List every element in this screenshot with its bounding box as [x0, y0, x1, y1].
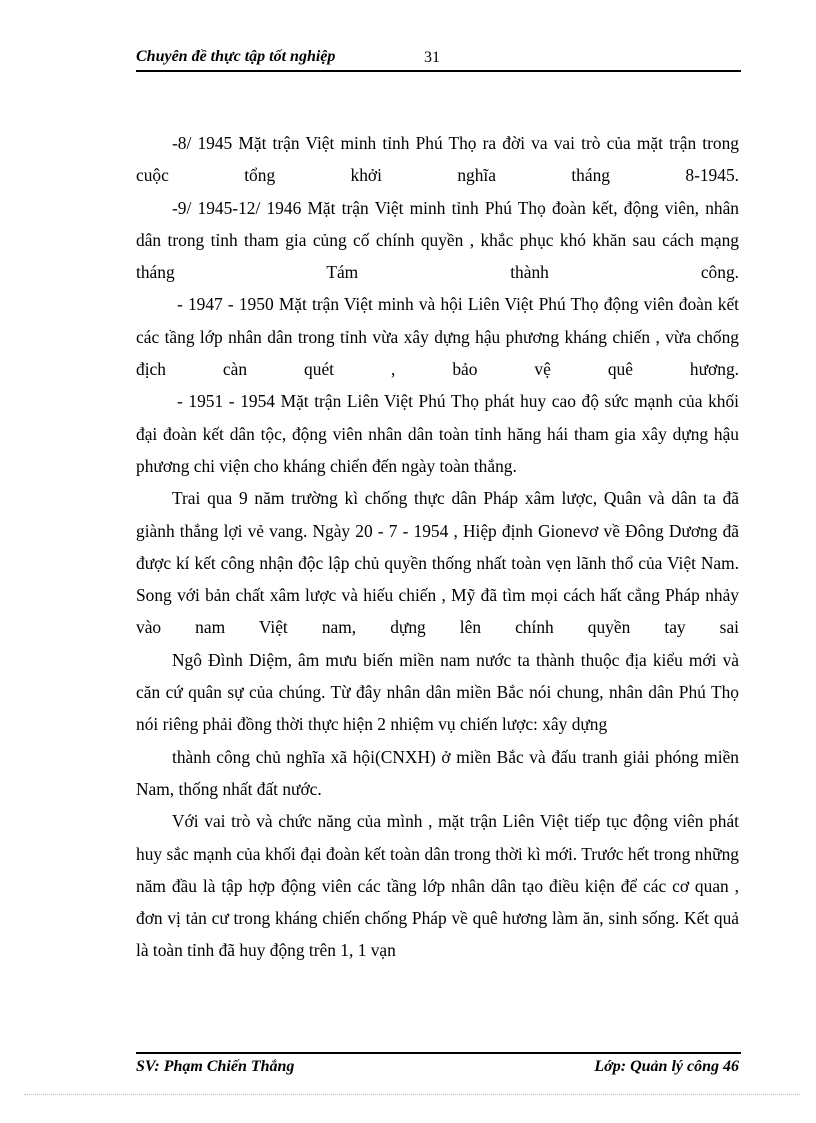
- page-bottom-divider: [24, 1094, 800, 1095]
- page-number: 31: [424, 49, 440, 66]
- paragraph: -8/ 1945 Mặt trận Việt minh tỉnh Phú Thọ ra đời va vai trò của mặt trận trong cuộc tổng khởi nghĩa tháng 8-1945.: [136, 133, 739, 186]
- paragraph: Trai qua 9 năm trường kì chống thực dân Pháp xâm lược, Quân và dân ta đã giành thắng lợi vẻ vang. Ngày 20 - 7 - 1954 , Hiệp định Gionevơ về Đông Dương đã được kí kết công nhận độc lập chủ quyền thống nhất toàn vẹn lãnh thổ của Việt Nam. Song với bản chất xâm lược và hiếu chiến , Mỹ đã tìm mọi cách hất cẳng Pháp nhảy vào nam Việt nam, dựng lên chính quyền tay sai: [136, 488, 739, 638]
- paragraph: thành công chủ nghĩa xã hội(CNXH) ở miền Bắc và đấu tranh giải phóng miền Nam, thống nhất đất nước.: [136, 746, 739, 799]
- page-header: [136, 46, 741, 72]
- paragraph: Ngô Đình Diệm, âm mưu biến miền nam nước ta thành thuộc địa kiểu mới và căn cứ quân sự của chúng. Từ đây nhân dân miền Bắc nói chung, nhân dân Phú Thọ nói riêng phải đồng thời thực hiện 2 nhiệm vụ chiến lược: xây dựng: [136, 649, 739, 735]
- paragraph: Với vai trò và chức năng của mình , mặt trận Liên Việt tiếp tục động viên phát huy sắc mạnh của khối đại đoàn kết toàn dân trong thời kì mới. Trước hết trong những năm đầu là tập hợp động viên các tầng lớp nhân dân tạo điều kiện để các cơ quan , đơn vị tản cư trong kháng chiến chống Pháp về quê hương làm ăn, sinh sống. Kết quả là toàn tỉnh đã huy động trên 1, 1 vạn: [136, 811, 739, 961]
- footer-class: Lớp: Quản lý công 46: [594, 1058, 739, 1075]
- footer-student: SV: Phạm Chiến Thắng: [136, 1058, 295, 1075]
- page-footer: [136, 1052, 741, 1080]
- page-body: [136, 127, 739, 967]
- paragraph: -9/ 1945-12/ 1946 Mặt trận Việt minh tỉnh Phú Thọ đoàn kết, động viên, nhân dân trong tỉnh tham gia củng cố chính quyền , khắc phục khó khăn sau cách mạng tháng Tám thành công.: [136, 197, 739, 283]
- header-title: Chuyên đề thực tập tốt nghiệp: [136, 48, 336, 65]
- paragraph: - 1951 - 1954 Mặt trận Liên Việt Phú Thọ phát huy cao độ sức mạnh của khối đại đoàn kết dân tộc, động viên nhân dân toàn tỉnh hăng hái tham gia xây dựng hậu phương chi viện cho kháng chiến đến ngày toàn thắng.: [136, 391, 739, 476]
- paragraph: - 1947 - 1950 Mặt trận Việt minh và hội Liên Việt Phú Thọ động viên đoàn kết các tầng lớp nhân dân trong tỉnh vừa xây dựng hậu phương kháng chiến , vừa chống địch càn quét , bảo vệ quê hương.: [136, 294, 739, 380]
